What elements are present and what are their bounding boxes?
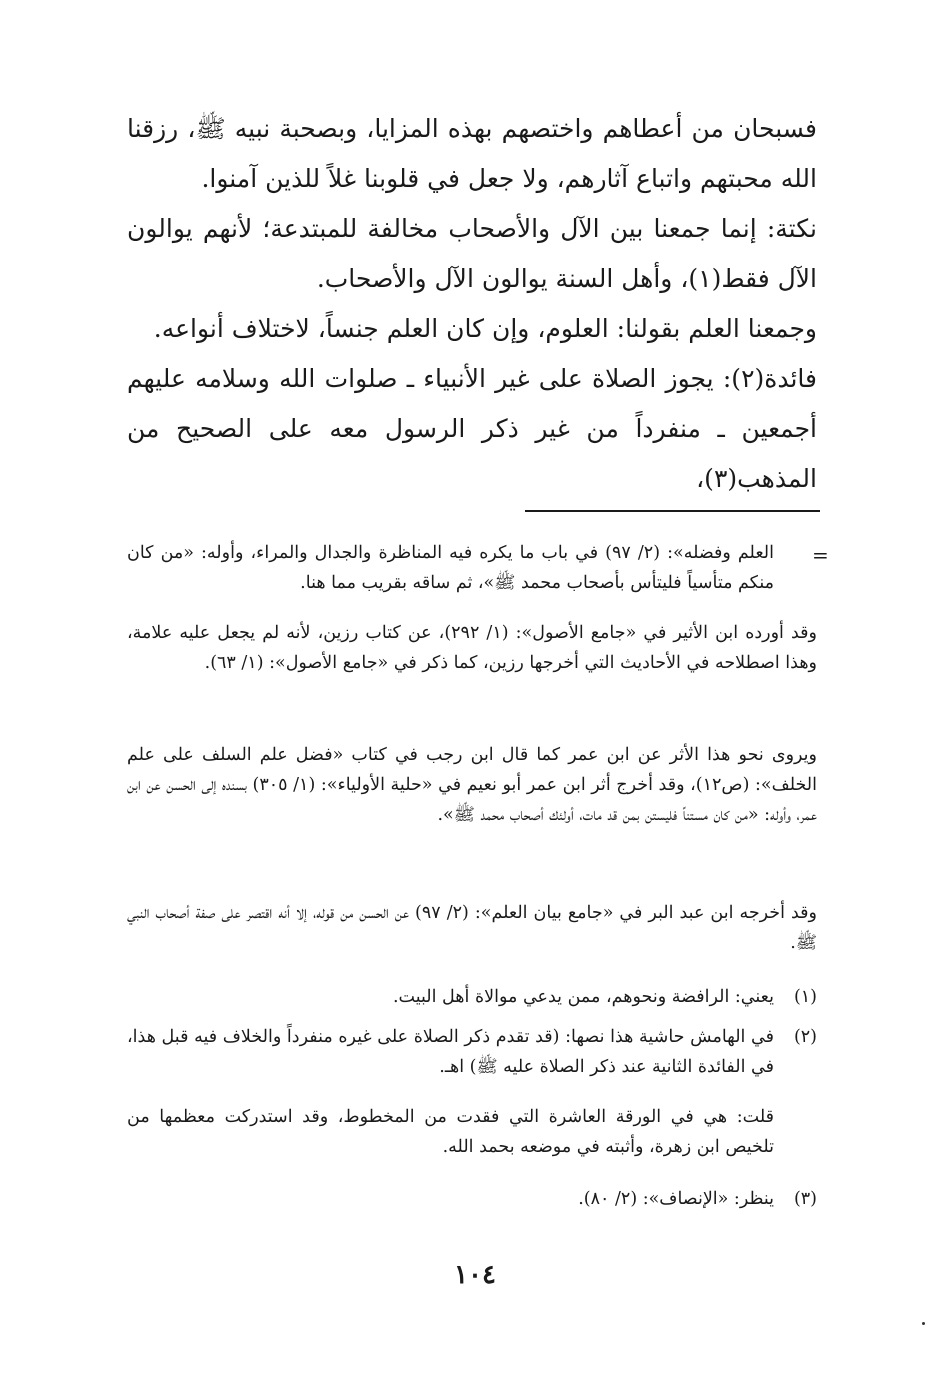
footnote-continuation-mark: = [812, 543, 829, 567]
footnote-number: (٣) [793, 1189, 817, 1209]
main-paragraph: فسبحان من أعطاهم واختصهم بهذه المزايا، وبصحبة نبيه ﷺ، رزقنا الله محبتهم واتباع آثارهم، ولا جعل في قلوبنا غلاً للذين آمنوا. [127, 114, 817, 193]
footnote-text: يعني: الرافضة ونحوهم، ممن يدعي موالاة أهل البيت. [392, 987, 774, 1007]
main-paragraph: فائدة(٢): يجوز الصلاة على غير الأنبياء ـ صلوات الله وسلامه عليهم أجمعين ـ منفرداً من غير ذكر الرسول معه على الصحيح من المذهب(٣)، [127, 364, 817, 493]
main-paragraph: نكتة: إنما جمعنا بين الآل والأصحاب مخالفة للمبتدعة؛ لأنهم يوالون الآل فقط(١)، وأهل السنة يوالون الآل والأصحاب. [127, 214, 817, 293]
footnote-text: في الهامش حاشية هذا نصها: (قد تقدم ذكر الصلاة على غيره منفرداً والخلاف فيه قبل هذا، في الفائدة الثانية عند ذكر الصلاة عليه ﷺ) اهـ. [127, 1027, 774, 1077]
footnote-number: (١) [793, 987, 817, 1007]
footnote-continued-paragraph: وقد أورده ابن الأثير في «جامع الأصول»: (١/ ٢٩٢)، عن كتاب رزين، لأنه لم يجعل عليه علامة، وهذا اصطلاحه في الأحاديث التي أخرجها رزين، كما ذكر في «جامع الأصول»: (١/ ٦٣). [127, 623, 817, 673]
footnote-divider [525, 510, 820, 512]
footnote-number: (٢) [793, 1027, 817, 1047]
page-number: ١٠٤ [454, 1260, 496, 1290]
footnote-text: ينظر: «الإنصاف»: (٢/ ٨٠). [578, 1189, 774, 1209]
footnote-continued-paragraph: ويروى نحو هذا الأثر عن ابن عمر كما قال ابن رجب في كتاب «فضل علم السلف على علم الخلف»: (ص١٢)، وقد أخرج أثر ابن عمر أبو نعيم في «حلية الأولياء»: (١/ ٣٠٥) بسنده إلى الحسن عن ابن عمر، وأوله: «من كان مستناً فليستن بمن قد مات، أولئك أصحاب محمد ﷺ». [127, 745, 817, 825]
footnote-continued-paragraph: العلم وفضله»: (٢/ ٩٧) في باب ما يكره فيه المناظرة والجدال والمراء، وأوله: «من كان منكم متأسياً فليتأس بأصحاب محمد ﷺ»، ثم ساقه بقريب مما هنا. [127, 543, 774, 593]
footnote-text: قلت: هي في الورقة العاشرة التي فقدت من المخطوط، وقد استدركت معظمها من تلخيص ابن زهرة، وأثبته في موضعه بحمد الله. [127, 1107, 774, 1157]
main-paragraph: وجمعنا العلم بقولنا: العلوم، وإن كان العلم جنساً، لاختلاف أنواعه. [153, 314, 817, 343]
scan-speck [922, 1322, 925, 1325]
footnote-continued-paragraph: وقد أخرجه ابن عبد البر في «جامع بيان العلم»: (٢/ ٩٧) عن الحسن من قوله، إلا أنه اقتصر على صفة أصحاب النبي ﷺ. [127, 903, 817, 953]
